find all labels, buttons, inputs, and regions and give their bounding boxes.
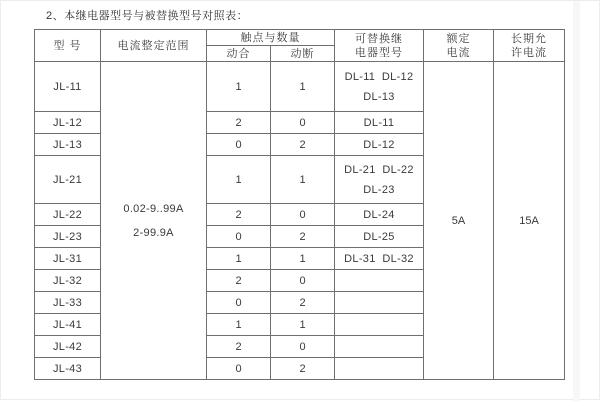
normally-open-cell: 1: [207, 314, 271, 336]
replaceable-cell: [335, 62, 424, 112]
normally-closed-cell: 0: [271, 112, 335, 134]
normally-closed-cell: 2: [271, 226, 335, 248]
normally-open-cell: 0: [207, 226, 271, 248]
normally-closed-cell: 0: [271, 204, 335, 226]
table-body: [35, 62, 565, 380]
normally-closed-cell: 2: [271, 358, 335, 380]
model-cell: JL-42: [35, 336, 101, 358]
current-range-line1: 0.02-9..99A: [123, 202, 184, 215]
model-cell: JL-21: [35, 156, 101, 204]
replaceable-line1: DL-11: [363, 116, 395, 129]
model-cell: JL-13: [35, 134, 101, 156]
normally-open-cell: 1: [207, 248, 271, 270]
normally-closed-cell: 0: [271, 336, 335, 358]
model-cell: JL-32: [35, 270, 101, 292]
replaceable-cell: [335, 156, 424, 204]
header-contacts-group: 触点与数量: [207, 30, 335, 46]
normally-closed-cell: 1: [271, 62, 335, 112]
header-rated-line2: 电流: [446, 46, 471, 59]
normally-open-cell: 2: [207, 112, 271, 134]
replaceable-cell: [335, 112, 424, 134]
model-cell: JL-43: [35, 358, 101, 380]
replaceable-cell: [335, 226, 424, 248]
model-cell: JL-22: [35, 204, 101, 226]
replaceable-line1: DL-21 DL-22: [344, 163, 414, 176]
header-longterm-line2: 许电流: [511, 46, 547, 59]
longterm-current-cell: 15A: [494, 62, 565, 380]
header-normally-open: 动合: [207, 46, 271, 62]
replaceable-line1: DL-24: [363, 208, 395, 221]
normally-closed-cell: 1: [271, 156, 335, 204]
normally-closed-cell: 0: [271, 270, 335, 292]
replaceable-cell: [335, 270, 424, 292]
normally-open-cell: 1: [207, 156, 271, 204]
replaceable-line1: DL-12: [363, 138, 395, 151]
header-model: 型 号: [35, 30, 101, 62]
header-rated-line1: 额定: [446, 32, 471, 45]
model-cell: JL-11: [35, 62, 101, 112]
model-cell: JL-31: [35, 248, 101, 270]
normally-open-cell: 2: [207, 270, 271, 292]
header-replaceable-line1: 可替换继: [355, 32, 403, 45]
normally-closed-cell: 1: [271, 314, 335, 336]
replaceable-cell: [335, 248, 424, 270]
replaceable-cell: [335, 204, 424, 226]
model-cell: JL-12: [35, 112, 101, 134]
normally-closed-cell: 2: [271, 134, 335, 156]
replaceable-cell: [335, 292, 424, 314]
replaceable-line2: DL-13: [363, 90, 395, 103]
model-cell: JL-41: [35, 314, 101, 336]
header-replaceable-line2: 电器型号: [355, 46, 403, 59]
model-cell: JL-33: [35, 292, 101, 314]
page-title: 2、本继电器型号与被替换型号对照表：: [46, 10, 249, 22]
table-header: [35, 30, 565, 62]
relay-comparison-table: [34, 29, 565, 380]
replaceable-line1: DL-11 DL-12: [344, 70, 414, 83]
header-longterm-line1: 长期允: [511, 32, 547, 45]
normally-open-cell: 1: [207, 62, 271, 112]
normally-open-cell: 2: [207, 336, 271, 358]
replaceable-line1: DL-25: [363, 230, 395, 243]
header-rated-current: [424, 30, 494, 62]
current-range-line2: 2-99.9A: [133, 226, 174, 239]
header-current-range: 电流整定范围: [101, 30, 207, 62]
normally-open-cell: 0: [207, 292, 271, 314]
replaceable-line1: DL-31 DL-32: [344, 252, 414, 265]
normally-open-cell: 2: [207, 204, 271, 226]
replaceable-line2: DL-23: [363, 183, 395, 196]
normally-closed-cell: 1: [271, 248, 335, 270]
header-longterm-current: [494, 30, 565, 62]
normally-closed-cell: 2: [271, 292, 335, 314]
model-cell: JL-23: [35, 226, 101, 248]
header-normally-closed: 动断: [271, 46, 335, 62]
replaceable-cell: [335, 336, 424, 358]
rated-current-cell: 5A: [424, 62, 494, 380]
replaceable-cell: [335, 358, 424, 380]
replaceable-cell: [335, 314, 424, 336]
current-range-cell: [101, 62, 207, 380]
normally-open-cell: 0: [207, 134, 271, 156]
replaceable-cell: [335, 134, 424, 156]
table-row: [35, 62, 565, 112]
normally-open-cell: 0: [207, 358, 271, 380]
page-edge-strip: [573, 1, 580, 401]
header-replaceable: [335, 30, 424, 62]
